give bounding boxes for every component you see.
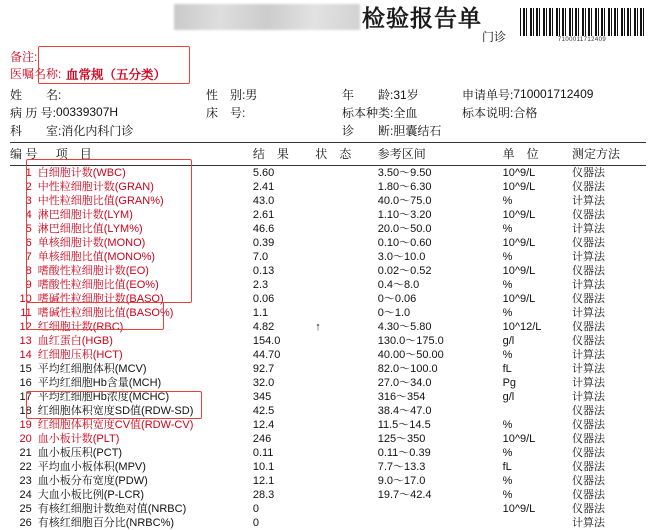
th-ref: 参考区间 xyxy=(378,143,503,166)
order-line xyxy=(10,65,646,82)
cell-ref: 0.4～8.0 xyxy=(378,278,503,292)
cell-method: 仪器法 xyxy=(572,292,646,306)
cell-item: 红细胞压积(HCT) xyxy=(38,348,253,362)
patient-info-row xyxy=(10,85,646,103)
cell-item: 血小板计数(PLT) xyxy=(38,432,253,446)
table-row xyxy=(10,306,646,320)
cell-ref: 27.0～34.0 xyxy=(378,376,503,390)
patient-gender-label: 性 别: xyxy=(206,86,245,103)
cell-ref: 316～354 xyxy=(378,390,503,404)
cell-method: 计算法 xyxy=(572,306,646,320)
cell-ref: 9.0～17.0 xyxy=(378,474,503,488)
table-row xyxy=(10,446,646,460)
remark-label: 备注: xyxy=(10,48,62,65)
record-no-field xyxy=(10,104,206,121)
sample-type-value: 全血 xyxy=(393,104,417,121)
cell-result: 2.3 xyxy=(253,278,315,292)
cell-ref: 0～1.0 xyxy=(378,306,503,320)
cell-result: 10.1 xyxy=(253,460,315,474)
cell-status xyxy=(315,418,377,432)
cell-ref: 1.80～6.30 xyxy=(378,180,503,194)
cell-status xyxy=(315,306,377,320)
results-table xyxy=(10,143,646,530)
table-row xyxy=(10,488,646,502)
cell-method: 仪器法 xyxy=(572,432,646,446)
table-row xyxy=(10,278,646,292)
cell-no: 5 xyxy=(10,222,38,236)
cell-unit: 10^9/L xyxy=(503,180,572,194)
cell-no: 2 xyxy=(10,180,38,194)
sample-desc-value: 合格 xyxy=(513,104,537,121)
cell-status xyxy=(315,516,377,530)
cell-result: 28.3 xyxy=(253,488,315,502)
cell-no: 19 xyxy=(10,418,38,432)
cell-method: 计算法 xyxy=(572,390,646,404)
table-row xyxy=(10,320,646,334)
cell-unit: 10^9/L xyxy=(503,502,572,516)
apply-no-field xyxy=(462,86,646,103)
cell-result: 12.4 xyxy=(253,418,315,432)
sample-type-field xyxy=(342,104,462,121)
table-row xyxy=(10,334,646,348)
cell-result: 345 xyxy=(253,390,315,404)
report-header xyxy=(10,4,646,50)
cell-result: 246 xyxy=(253,432,315,446)
order-label: 医嘱名称: xyxy=(10,65,62,82)
cell-status xyxy=(315,432,377,446)
cell-ref: 1.10～3.20 xyxy=(378,208,503,222)
patient-name-field xyxy=(10,86,206,103)
table-row xyxy=(10,474,646,488)
cell-unit: % xyxy=(503,194,572,208)
cell-no: 25 xyxy=(10,502,38,516)
patient-info-row xyxy=(10,121,646,139)
cell-ref: 0.02～0.52 xyxy=(378,264,503,278)
record-no-value: 00339307H xyxy=(56,105,118,119)
patient-info xyxy=(10,85,646,139)
patient-gender-field xyxy=(206,86,342,103)
cell-result: 0.06 xyxy=(253,292,315,306)
cell-method: 仪器法 xyxy=(572,418,646,432)
cell-item: 红细胞计数(RBC) xyxy=(38,320,253,334)
patient-age-label: 年 龄: xyxy=(342,86,393,103)
cell-result: 2.41 xyxy=(253,180,315,194)
cell-method: 仪器法 xyxy=(572,320,646,334)
cell-no: 7 xyxy=(10,250,38,264)
cell-unit: % xyxy=(503,418,572,432)
cell-result: 0.13 xyxy=(253,264,315,278)
cell-result: 5.60 xyxy=(253,166,315,181)
th-no: 编 号 xyxy=(10,143,38,166)
cell-no: 14 xyxy=(10,348,38,362)
department-field xyxy=(10,122,206,139)
cell-item: 淋巴细胞比值(LYM%) xyxy=(38,222,253,236)
cell-item: 血小板分布宽度(PDW) xyxy=(38,474,253,488)
cell-status xyxy=(315,502,377,516)
th-status: 状 态 xyxy=(315,143,377,166)
cell-item: 嗜酸性粒细胞计数(EO) xyxy=(38,264,253,278)
patient-age-field xyxy=(342,86,462,103)
cell-result: 154.0 xyxy=(253,334,315,348)
cell-status xyxy=(315,166,377,181)
order-value: 血常规（五分类） xyxy=(62,65,170,83)
cell-result: 46.6 xyxy=(253,222,315,236)
cell-status xyxy=(315,474,377,488)
cell-unit: % xyxy=(503,222,572,236)
cell-unit: Pg xyxy=(503,376,572,390)
cell-ref: 40.0～75.0 xyxy=(378,194,503,208)
cell-ref xyxy=(378,516,503,530)
cell-no: 6 xyxy=(10,236,38,250)
table-row xyxy=(10,250,646,264)
department-label: 科 室: xyxy=(10,122,61,139)
cell-method: 仪器法 xyxy=(572,474,646,488)
th-item: 项 目 xyxy=(38,143,253,166)
cell-unit: 10^9/L xyxy=(503,264,572,278)
cell-no: 24 xyxy=(10,488,38,502)
cell-unit: g/l xyxy=(503,390,572,404)
table-row xyxy=(10,432,646,446)
cell-no: 9 xyxy=(10,278,38,292)
cell-unit: g/l xyxy=(503,334,572,348)
table-row xyxy=(10,376,646,390)
cell-method: 仪器法 xyxy=(572,502,646,516)
cell-method: 仪器法 xyxy=(572,236,646,250)
cell-unit: 10^9/L xyxy=(503,236,572,250)
cell-ref: 0～0.06 xyxy=(378,292,503,306)
cell-ref: 40.00～50.00 xyxy=(378,348,503,362)
patient-gender-value: 男 xyxy=(245,86,257,103)
sample-desc-label: 标本说明: xyxy=(462,104,513,121)
cell-item: 嗜碱性粒细胞比值(BASO%) xyxy=(38,306,253,320)
cell-result: 0 xyxy=(253,502,315,516)
cell-status xyxy=(315,390,377,404)
table-row xyxy=(10,460,646,474)
cell-unit: 10^12/L xyxy=(503,320,572,334)
patient-info-row xyxy=(10,103,646,121)
cell-ref: 7.7～13.3 xyxy=(378,460,503,474)
cell-status xyxy=(315,404,377,418)
cell-item: 大血小板比例(P-LCR) xyxy=(38,488,253,502)
patient-name-label: 姓 名: xyxy=(10,86,61,103)
cell-method: 仪器法 xyxy=(572,264,646,278)
cell-item: 单核细胞比值(MONO%) xyxy=(38,250,253,264)
cell-method: 计算法 xyxy=(572,516,646,530)
cell-result: 0.11 xyxy=(253,446,315,460)
table-row xyxy=(10,348,646,362)
cell-item: 平均红细胞Hb浓度(MCHC) xyxy=(38,390,253,404)
cell-no: 4 xyxy=(10,208,38,222)
cell-result: 1.1 xyxy=(253,306,315,320)
barcode-number: 7100011712409 xyxy=(520,37,644,43)
diagnosis-label: 诊 断: xyxy=(342,122,393,139)
sample-desc-field xyxy=(462,104,646,121)
cell-method: 仪器法 xyxy=(572,180,646,194)
department-value: 消化内科门诊 xyxy=(61,122,133,139)
cell-method: 仪器法 xyxy=(572,446,646,460)
cell-ref: 0.11～0.39 xyxy=(378,446,503,460)
cell-status xyxy=(315,194,377,208)
cell-status xyxy=(315,460,377,474)
cell-unit: fL xyxy=(503,460,572,474)
th-method: 测定方法 xyxy=(572,143,646,166)
cell-method: 仪器法 xyxy=(572,166,646,181)
apply-no-label: 申请单号: xyxy=(462,86,513,103)
cell-status xyxy=(315,334,377,348)
cell-unit: 10^9/L xyxy=(503,208,572,222)
cell-method: 计算法 xyxy=(572,194,646,208)
cell-method: 计算法 xyxy=(572,250,646,264)
table-row xyxy=(10,222,646,236)
cell-unit: % xyxy=(503,474,572,488)
cell-result: 2.61 xyxy=(253,208,315,222)
cell-item: 红细胞体积宽度CV值(RDW-CV) xyxy=(38,418,253,432)
cell-status: ↑ xyxy=(315,320,377,334)
cell-unit: 10^9/L xyxy=(503,292,572,306)
cell-ref: 3.0～10.0 xyxy=(378,250,503,264)
cell-result: 32.0 xyxy=(253,376,315,390)
table-row xyxy=(10,180,646,194)
cell-item: 嗜酸性粒细胞比值(EO%) xyxy=(38,278,253,292)
cell-status xyxy=(315,278,377,292)
table-row xyxy=(10,166,646,181)
cell-no: 10 xyxy=(10,292,38,306)
apply-no-value: 710001712409 xyxy=(513,87,593,101)
table-row xyxy=(10,208,646,222)
cell-item: 淋巴细胞计数(LYM) xyxy=(38,208,253,222)
cell-status xyxy=(315,488,377,502)
table-row xyxy=(10,516,646,530)
cell-no: 16 xyxy=(10,376,38,390)
table-header-row xyxy=(10,143,646,166)
table-row xyxy=(10,362,646,376)
cell-item: 有核红细胞百分比(NRBC%) xyxy=(38,516,253,530)
table-row xyxy=(10,404,646,418)
cell-unit: 10^9/L xyxy=(503,432,572,446)
cell-result: 0 xyxy=(253,516,315,530)
cell-no: 26 xyxy=(10,516,38,530)
cell-method: 仪器法 xyxy=(572,404,646,418)
cell-ref: 0.10～0.60 xyxy=(378,236,503,250)
page-title: 检验报告单 xyxy=(362,4,482,32)
cell-method: 计算法 xyxy=(572,376,646,390)
results-body xyxy=(10,166,646,530)
cell-unit: fL xyxy=(503,362,572,376)
cell-method: 仪器法 xyxy=(572,208,646,222)
cell-status xyxy=(315,362,377,376)
cell-unit: % xyxy=(503,250,572,264)
cell-result: 0.39 xyxy=(253,236,315,250)
table-row xyxy=(10,390,646,404)
table-row xyxy=(10,236,646,250)
cell-status xyxy=(315,292,377,306)
cell-unit: % xyxy=(503,348,572,362)
cell-item: 平均血小板体积(MPV) xyxy=(38,460,253,474)
cell-status xyxy=(315,208,377,222)
diagnosis-field xyxy=(342,122,462,139)
cell-method: 计算法 xyxy=(572,362,646,376)
cell-no: 13 xyxy=(10,334,38,348)
cell-ref: 82.0～100.0 xyxy=(378,362,503,376)
cell-result: 43.0 xyxy=(253,194,315,208)
visit-type-label: 门诊 xyxy=(482,28,506,45)
barcode xyxy=(520,8,644,44)
cell-no: 12 xyxy=(10,320,38,334)
cell-status xyxy=(315,264,377,278)
cell-item: 中性粒细胞比值(GRAN%) xyxy=(38,194,253,208)
cell-item: 红细胞体积宽度SD值(RDW-SD) xyxy=(38,404,253,418)
barcode-bars xyxy=(520,8,644,36)
cell-method: 计算法 xyxy=(572,348,646,362)
cell-ref xyxy=(378,502,503,516)
th-result: 结 果 xyxy=(253,143,315,166)
cell-no: 20 xyxy=(10,432,38,446)
cell-no: 3 xyxy=(10,194,38,208)
cell-ref: 38.4～47.0 xyxy=(378,404,503,418)
cell-no: 8 xyxy=(10,264,38,278)
cell-result: 44.70 xyxy=(253,348,315,362)
cell-method: 计算法 xyxy=(572,222,646,236)
cell-ref: 19.7～42.4 xyxy=(378,488,503,502)
cell-item: 单核细胞计数(MONO) xyxy=(38,236,253,250)
cell-status xyxy=(315,376,377,390)
cell-result: 12.1 xyxy=(253,474,315,488)
cell-method: 仪器法 xyxy=(572,488,646,502)
cell-ref: 125～350 xyxy=(378,432,503,446)
cell-method: 计算法 xyxy=(572,278,646,292)
cell-item: 嗜碱性粒细胞计数(BASO) xyxy=(38,292,253,306)
cell-no: 11 xyxy=(10,306,38,320)
th-unit: 单 位 xyxy=(503,143,572,166)
table-row xyxy=(10,264,646,278)
cell-unit: % xyxy=(503,446,572,460)
cell-item: 血小板压积(PCT) xyxy=(38,446,253,460)
cell-ref: 4.30～5.80 xyxy=(378,320,503,334)
cell-result: 92.7 xyxy=(253,362,315,376)
hospital-name-redacted xyxy=(174,4,360,30)
table-row xyxy=(10,418,646,432)
cell-status xyxy=(315,236,377,250)
cell-no: 21 xyxy=(10,446,38,460)
cell-result: 4.82 xyxy=(253,320,315,334)
remark-block xyxy=(10,48,646,82)
cell-ref: 130.0～175.0 xyxy=(378,334,503,348)
cell-status xyxy=(315,446,377,460)
cell-method: 仪器法 xyxy=(572,334,646,348)
patient-age-value: 31岁 xyxy=(393,86,418,103)
diagnosis-value: 胆囊结石 xyxy=(393,122,441,139)
cell-unit xyxy=(503,404,572,418)
cell-status xyxy=(315,222,377,236)
cell-item: 中性粒细胞计数(GRAN) xyxy=(38,180,253,194)
cell-unit: % xyxy=(503,488,572,502)
bed-no-label: 床 号: xyxy=(206,104,245,121)
table-row xyxy=(10,194,646,208)
bed-no-field xyxy=(206,104,342,121)
sample-type-label: 标本种类: xyxy=(342,104,393,121)
cell-unit: % xyxy=(503,278,572,292)
cell-ref: 3.50～9.50 xyxy=(378,166,503,181)
cell-unit: 10^9/L xyxy=(503,166,572,181)
cell-status xyxy=(315,348,377,362)
cell-no: 23 xyxy=(10,474,38,488)
cell-unit: % xyxy=(503,306,572,320)
cell-no: 18 xyxy=(10,404,38,418)
cell-item: 有核红细胞计数绝对值(NRBC) xyxy=(38,502,253,516)
cell-item: 血红蛋白(HGB) xyxy=(38,334,253,348)
cell-no: 22 xyxy=(10,460,38,474)
cell-status xyxy=(315,250,377,264)
cell-status xyxy=(315,180,377,194)
cell-ref: 11.5～14.5 xyxy=(378,418,503,432)
cell-item: 平均红细胞体积(MCV) xyxy=(38,362,253,376)
cell-item: 白细胞计数(WBC) xyxy=(38,166,253,181)
cell-result: 42.5 xyxy=(253,404,315,418)
table-row xyxy=(10,502,646,516)
cell-method: 仪器法 xyxy=(572,460,646,474)
cell-no: 15 xyxy=(10,362,38,376)
cell-result: 7.0 xyxy=(253,250,315,264)
cell-no: 1 xyxy=(10,166,38,181)
remark-line xyxy=(10,48,646,65)
cell-ref: 20.0～50.0 xyxy=(378,222,503,236)
cell-no: 17 xyxy=(10,390,38,404)
cell-item: 平均红细胞Hb含量(MCH) xyxy=(38,376,253,390)
record-no-label: 病 历 号: xyxy=(10,104,56,121)
table-row xyxy=(10,292,646,306)
cell-unit xyxy=(503,516,572,530)
